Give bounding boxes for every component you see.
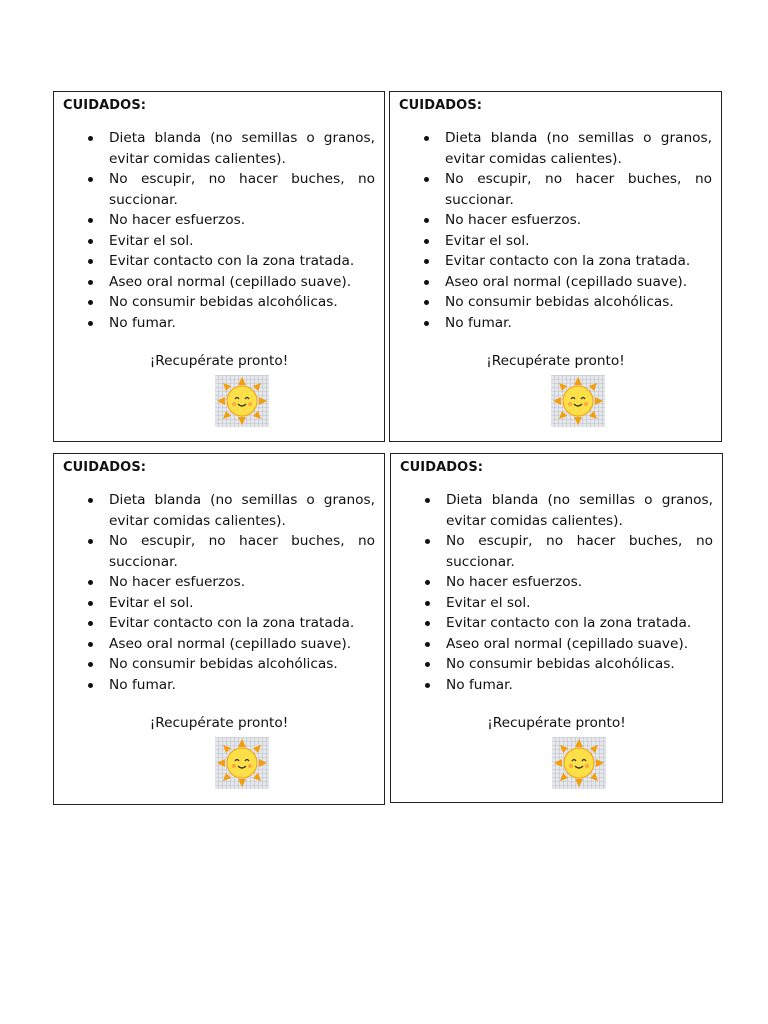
smiling-sun-icon bbox=[215, 375, 269, 427]
care-instruction-item bbox=[424, 313, 712, 334]
bullet-icon bbox=[424, 177, 429, 182]
bullet-icon bbox=[424, 280, 429, 285]
care-instruction-text: No consumir bebidas alcohólicas. bbox=[109, 294, 338, 310]
bullet-icon bbox=[424, 259, 429, 264]
care-instruction-item bbox=[88, 313, 375, 334]
care-instruction-item bbox=[88, 572, 375, 593]
bullet-icon bbox=[88, 662, 93, 667]
bullet-icon bbox=[424, 321, 429, 326]
care-card-2 bbox=[389, 91, 722, 442]
bullet-icon bbox=[88, 621, 93, 626]
bullet-icon bbox=[88, 321, 93, 326]
bullet-icon bbox=[88, 177, 93, 182]
bullet-icon bbox=[424, 239, 429, 244]
care-instruction-item bbox=[425, 490, 713, 531]
care-instruction-item bbox=[88, 251, 375, 272]
smiling-sun-icon bbox=[215, 737, 269, 789]
care-card-3 bbox=[53, 453, 385, 805]
care-instruction-text: No hacer esfuerzos. bbox=[109, 574, 246, 590]
care-instruction-item bbox=[425, 572, 713, 593]
care-instruction-item bbox=[425, 654, 713, 675]
care-instruction-item bbox=[88, 654, 375, 675]
bullet-icon bbox=[88, 683, 93, 688]
smiling-sun-icon bbox=[552, 737, 606, 789]
card-title: CUIDADOS: bbox=[63, 460, 147, 475]
care-instruction-item bbox=[424, 210, 712, 231]
bullet-icon bbox=[88, 300, 93, 305]
care-instruction-item bbox=[88, 231, 375, 252]
bullet-icon bbox=[424, 218, 429, 223]
care-instruction-item bbox=[425, 613, 713, 634]
care-instruction-text: No hacer esfuerzos. bbox=[446, 574, 583, 590]
bullet-icon bbox=[425, 601, 430, 606]
care-instruction-text: Evitar contacto con la zona tratada. bbox=[445, 253, 691, 269]
bullet-icon bbox=[425, 539, 430, 544]
care-instruction-text: Aseo oral normal (cepillado suave). bbox=[109, 273, 352, 290]
care-instruction-text: Evitar contacto con la zona tratada. bbox=[446, 615, 692, 631]
bullet-icon bbox=[88, 539, 93, 544]
care-instruction-item bbox=[88, 675, 375, 696]
care-instruction-item bbox=[424, 169, 712, 210]
care-instruction-item bbox=[88, 634, 375, 655]
care-instructions-list bbox=[88, 490, 375, 695]
care-instructions-list bbox=[88, 128, 375, 333]
care-instruction-text: No consumir bebidas alcohólicas. bbox=[445, 294, 674, 310]
care-instruction-item bbox=[425, 634, 713, 655]
bullet-icon bbox=[425, 683, 430, 688]
care-instruction-item bbox=[88, 292, 375, 313]
care-instruction-text: No escupir, no hacer buches, no succionar. bbox=[109, 171, 375, 208]
bullet-icon bbox=[425, 498, 430, 503]
care-instruction-item bbox=[424, 292, 712, 313]
care-instruction-text: Evitar el sol. bbox=[109, 594, 194, 611]
bullet-icon bbox=[88, 280, 93, 285]
care-instruction-item bbox=[88, 272, 375, 293]
bullet-icon bbox=[88, 498, 93, 503]
closing-message: ¡Recupérate pronto! bbox=[149, 353, 289, 369]
care-instruction-text: Evitar el sol. bbox=[446, 594, 531, 611]
bullet-icon bbox=[88, 239, 93, 244]
care-instruction-text: No consumir bebidas alcohólicas. bbox=[109, 656, 338, 672]
care-instruction-text: No fumar. bbox=[446, 676, 513, 693]
care-instruction-text: Dieta blanda (no semillas o granos, evitar comidas calientes). bbox=[109, 130, 375, 167]
care-instruction-item bbox=[88, 169, 375, 210]
care-instruction-text: Dieta blanda (no semillas o granos, evitar comidas calientes). bbox=[446, 492, 713, 529]
care-instruction-text: Dieta blanda (no semillas o granos, evitar comidas calientes). bbox=[109, 492, 375, 529]
closing-message: ¡Recupérate pronto! bbox=[149, 715, 289, 731]
care-instruction-text: No fumar. bbox=[445, 314, 512, 331]
care-instruction-text: No fumar. bbox=[109, 676, 176, 693]
care-instructions-list bbox=[424, 128, 712, 333]
care-instruction-text: Evitar contacto con la zona tratada. bbox=[109, 615, 355, 631]
bullet-icon bbox=[424, 300, 429, 305]
care-instruction-item bbox=[424, 272, 712, 293]
care-instruction-item bbox=[88, 490, 375, 531]
bullet-icon bbox=[424, 136, 429, 141]
care-instruction-text: Evitar contacto con la zona tratada. bbox=[109, 253, 355, 269]
care-instruction-text: No consumir bebidas alcohólicas. bbox=[446, 656, 675, 672]
care-instructions-list bbox=[425, 490, 713, 695]
care-card-1 bbox=[53, 91, 385, 442]
care-instruction-text: No fumar. bbox=[109, 314, 176, 331]
care-instruction-text: Aseo oral normal (cepillado suave). bbox=[446, 635, 689, 652]
care-instruction-item bbox=[88, 613, 375, 634]
care-instruction-text: Aseo oral normal (cepillado suave). bbox=[109, 635, 352, 652]
care-instruction-item bbox=[424, 128, 712, 169]
care-instruction-text: Evitar el sol. bbox=[109, 232, 194, 249]
care-instruction-text: No hacer esfuerzos. bbox=[445, 212, 582, 228]
card-title: CUIDADOS: bbox=[63, 98, 147, 113]
bullet-icon bbox=[88, 601, 93, 606]
bullet-icon bbox=[88, 218, 93, 223]
care-instruction-text: No escupir, no hacer buches, no succionar. bbox=[109, 533, 375, 570]
closing-message: ¡Recupérate pronto! bbox=[487, 715, 626, 731]
care-instruction-item bbox=[425, 675, 713, 696]
bullet-icon bbox=[88, 136, 93, 141]
care-instruction-item bbox=[88, 128, 375, 169]
care-instruction-item bbox=[88, 210, 375, 231]
care-instruction-text: No hacer esfuerzos. bbox=[109, 212, 246, 228]
care-instruction-text: Dieta blanda (no semillas o granos, evitar comidas calientes). bbox=[445, 130, 712, 167]
care-instruction-item bbox=[424, 251, 712, 272]
care-card-4 bbox=[390, 453, 723, 803]
closing-message: ¡Recupérate pronto! bbox=[486, 353, 625, 369]
care-instruction-text: Aseo oral normal (cepillado suave). bbox=[445, 273, 688, 290]
bullet-icon bbox=[88, 642, 93, 647]
care-instruction-text: Evitar el sol. bbox=[445, 232, 530, 249]
care-instruction-item bbox=[88, 593, 375, 614]
bullet-icon bbox=[425, 580, 430, 585]
bullet-icon bbox=[88, 580, 93, 585]
care-instruction-item bbox=[88, 531, 375, 572]
card-title: CUIDADOS: bbox=[400, 460, 484, 475]
care-instruction-text: No escupir, no hacer buches, no succionar. bbox=[446, 533, 713, 570]
care-instruction-item bbox=[425, 531, 713, 572]
care-instruction-text: No escupir, no hacer buches, no succionar. bbox=[445, 171, 712, 208]
care-instruction-item bbox=[425, 593, 713, 614]
bullet-icon bbox=[425, 621, 430, 626]
bullet-icon bbox=[425, 642, 430, 647]
card-title: CUIDADOS: bbox=[399, 98, 483, 113]
bullet-icon bbox=[88, 259, 93, 264]
care-instruction-item bbox=[424, 231, 712, 252]
smiling-sun-icon bbox=[551, 375, 605, 427]
bullet-icon bbox=[425, 662, 430, 667]
